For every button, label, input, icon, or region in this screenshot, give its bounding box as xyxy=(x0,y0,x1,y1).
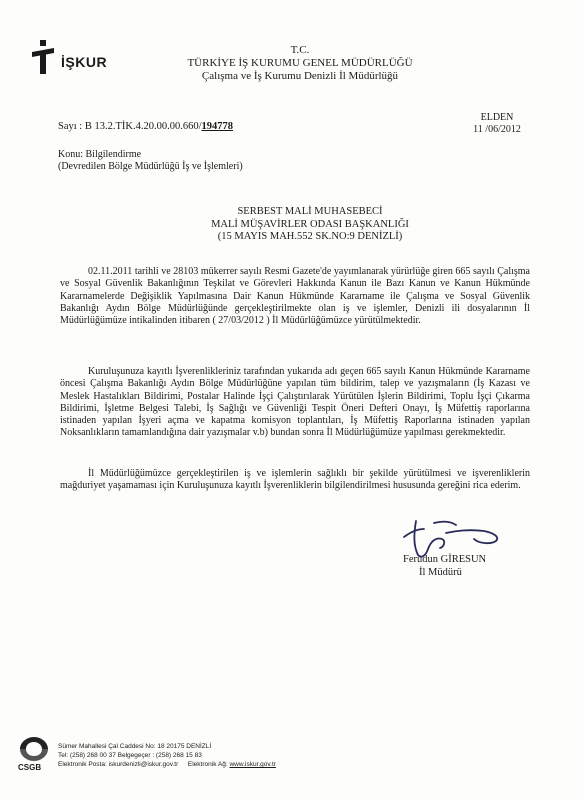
footer-address: Sümer Mahallesi Çal Caddesi No: 18 20175 DENİZLİ xyxy=(58,743,212,750)
iskur-logo xyxy=(30,40,130,76)
body-paragraph-2: Kuruluşunuza kayıtlı İşverenlikleriniz tarafından yukarıda adı geçen 665 sayılı Kanun Hükmünde Kararname öncesi Çalışma Bakanlığı Aydın Bölge Müdürlüğüne yapılan tüm bildirim, talep ve yazışmaların (İş Kazası ve Meslek Hastalıkları Bildirimi, Postalar Halinde İşçi Çalıştırılarak Yürütülen İşlerin Bildirimi, Toplu İşçi Çıkarma Bildirimi, İşletme Belgesi Talebi, İş Sağlığı ve Güvenliği Tespit Öneri Defteri Onayı, İş Müfettiş raporlarına istinaden yapılan İşyeri açma ve kapatma komisyon toplantıları, İş Müfettiş Raporlarına istinaden yapılan Noksanlıkların tamamlandığına dair yazışmalar v.b) bundan sonra İl Müdürlüğümüze yapılması gerekmektedir. xyxy=(60,366,530,439)
sayi-label: Sayı : B 13.2.TİK.4.20.00.00.660/ xyxy=(58,121,202,132)
subject-title: Konu: Bilgilendirme xyxy=(58,149,142,160)
subject-detail: (Devredilen Bölge Müdürlüğü İş ve İşlemleri) xyxy=(58,161,243,172)
recipient-line1: SERBEST MALİ MUHASEBECİ xyxy=(237,206,383,217)
footer-contacts: Elektronik Posta: iskurdenizli@iskur.gov.tr Elektronik Ağ: www.iskur.gov.tr xyxy=(58,761,276,768)
header-directorate: Çalışma ve İş Kurumu Denizli İl Müdürlüğü xyxy=(201,70,399,82)
document-date: 11 /06/2012 xyxy=(473,124,521,135)
header-tc: T.C. xyxy=(290,44,310,56)
header-ministry: TÜRKİYE İŞ KURUMU GENEL MÜDÜRLÜĞÜ xyxy=(187,57,413,69)
csgb-logo xyxy=(10,735,54,785)
footer-web-link[interactable]: www.iskur.gov.tr xyxy=(229,761,276,768)
logo-text: İŞKUR xyxy=(61,54,108,70)
footer-info xyxy=(58,742,276,769)
subject xyxy=(58,149,243,173)
footer-phone: Tel: (258) 268 00 37 Belgegeçer : (258) 268 15 83 xyxy=(58,752,202,759)
header xyxy=(150,44,450,83)
iskur-logo-icon xyxy=(30,40,56,74)
delivery-method: ELDEN xyxy=(480,112,514,123)
csgb-text: CSGB xyxy=(18,763,42,772)
signatory xyxy=(403,553,486,579)
sayi-number: 194778 xyxy=(201,121,233,132)
recipient-line3: (15 MAYIS MAH.552 SK.NO:9 DENİZLİ) xyxy=(217,231,403,242)
delivery-info xyxy=(462,112,532,136)
signatory-title: İl Müdürü xyxy=(419,567,462,578)
body-paragraph-1: 02.11.2011 tarihli ve 28103 mükerrer sayılı Resmi Gazete'de yayımlanarak yürürlüğe giren 665 sayılı Çalışma ve Sosyal Güvenlik Bakanlığının Teşkilat ve Görevleri Hakkında Kanun ile Bazı Kanun ve Kanun Hükmünde Kararnamelerde Değişiklik Yapılmasına Dair Kanun Hükmünde Kararname ile Çalışma ve Sosyal Güvenlik Bakanlığı Aydın Bölge Müdürlüğünde gerçekleştirilmekte olan iş ve işlemler, Denizli ili dosyalarının İl Müdürlüğümüze intikalinden itibaren ( 27/03/2012 ) İl Müdürlüğümüzce yürütülmektedir. xyxy=(60,266,530,327)
recipient-line2: MALİ MÜŞAVİRLER ODASI BAŞKANLIĞI xyxy=(211,218,409,230)
document-number xyxy=(58,121,233,132)
csgb-logo-icon xyxy=(14,735,54,765)
signatory-name: Ferudun GİRESUN xyxy=(403,554,487,565)
body-paragraph-3: İl Müdürlüğümüzce gerçekleştirilen iş ve işlemlerin sağlıklı bir şekilde yürütülmesi ve işverenliklerin mağduriyet yaşamaması için Kuruluşunuza kayıtlı İşverenliklerin bilgilendirilmesi hususunda gereğini rica ederim. xyxy=(60,468,530,492)
footer-email-link[interactable]: iskurdenizli@iskur.gov.tr xyxy=(108,761,179,768)
recipient xyxy=(185,206,435,244)
